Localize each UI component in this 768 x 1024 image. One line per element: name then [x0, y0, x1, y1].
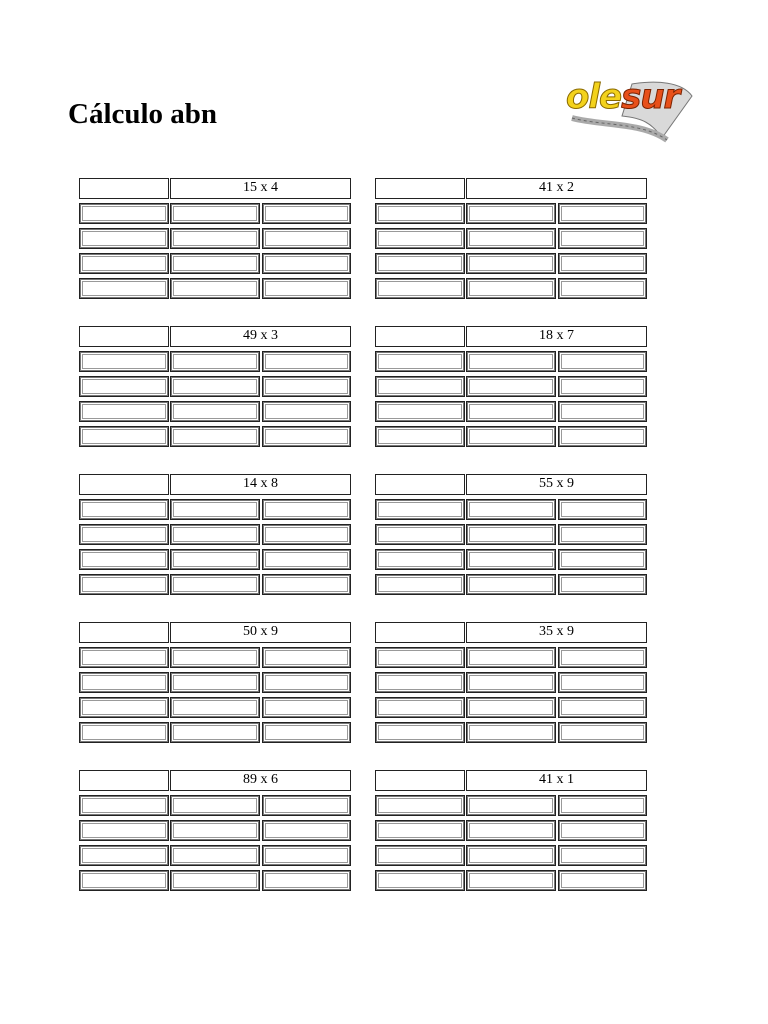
answer-cell[interactable] — [170, 820, 260, 841]
answer-cell[interactable] — [558, 401, 647, 422]
answer-cell[interactable] — [170, 795, 260, 816]
answer-cell[interactable] — [558, 351, 647, 372]
answer-cell[interactable] — [375, 351, 465, 372]
answer-cell[interactable] — [558, 228, 647, 249]
abn-exercise-block — [79, 622, 351, 742]
header-blank-cell[interactable] — [375, 474, 465, 495]
answer-cell[interactable] — [558, 820, 647, 841]
answer-cell[interactable] — [558, 524, 647, 545]
answer-cell[interactable] — [375, 228, 465, 249]
answer-cell[interactable] — [558, 376, 647, 397]
answer-cell[interactable] — [170, 401, 260, 422]
answer-cell[interactable] — [79, 351, 169, 372]
exercise-label: 14 x 8 — [170, 474, 351, 495]
answer-cell[interactable] — [170, 722, 260, 743]
answer-cell[interactable] — [262, 228, 351, 249]
answer-cell[interactable] — [466, 203, 556, 224]
exercise-label: 18 x 7 — [466, 326, 647, 347]
answer-cell[interactable] — [466, 549, 556, 570]
answer-cell[interactable] — [375, 524, 465, 545]
answer-cell[interactable] — [466, 524, 556, 545]
answer-cell[interactable] — [558, 722, 647, 743]
answer-cell[interactable] — [558, 870, 647, 891]
answer-cell[interactable] — [79, 647, 169, 668]
answer-cell[interactable] — [262, 574, 351, 595]
answer-cell[interactable] — [170, 278, 260, 299]
answer-cell[interactable] — [375, 795, 465, 816]
answer-cell[interactable] — [466, 499, 556, 520]
page-title: Cálculo abn — [68, 98, 218, 130]
answer-cell[interactable] — [558, 647, 647, 668]
answer-cell[interactable] — [262, 795, 351, 816]
abn-exercise-block — [375, 178, 647, 298]
answer-cell[interactable] — [79, 697, 169, 718]
answer-cell[interactable] — [558, 549, 647, 570]
header-blank-cell[interactable] — [79, 326, 169, 347]
answer-cell[interactable] — [170, 253, 260, 274]
answer-cell[interactable] — [375, 203, 465, 224]
abn-exercise-block — [79, 770, 351, 890]
answer-cell[interactable] — [170, 870, 260, 891]
answer-cell[interactable] — [375, 549, 465, 570]
abn-exercise-block — [79, 474, 351, 594]
header-blank-cell[interactable] — [375, 326, 465, 347]
answer-cell[interactable] — [79, 870, 169, 891]
answer-cell[interactable] — [79, 253, 169, 274]
header-blank-cell[interactable] — [79, 622, 169, 643]
answer-cell[interactable] — [262, 524, 351, 545]
logo-wordmark: olesur — [566, 77, 680, 117]
answer-cell[interactable] — [466, 278, 556, 299]
answer-cell[interactable] — [466, 253, 556, 274]
answer-cell[interactable] — [79, 722, 169, 743]
abn-exercise-block — [375, 474, 647, 594]
answer-cell[interactable] — [375, 253, 465, 274]
answer-cell[interactable] — [466, 647, 556, 668]
answer-cell[interactable] — [262, 351, 351, 372]
answer-cell[interactable] — [375, 697, 465, 718]
answer-cell[interactable] — [79, 499, 169, 520]
header-blank-cell[interactable] — [79, 770, 169, 791]
answer-cell[interactable] — [79, 845, 169, 866]
answer-cell[interactable] — [262, 647, 351, 668]
answer-cell[interactable] — [79, 795, 169, 816]
answer-cell[interactable] — [79, 376, 169, 397]
answer-cell[interactable] — [170, 845, 260, 866]
answer-cell[interactable] — [262, 253, 351, 274]
answer-cell[interactable] — [375, 820, 465, 841]
answer-cell[interactable] — [79, 672, 169, 693]
answer-cell[interactable] — [466, 351, 556, 372]
answer-cell[interactable] — [262, 722, 351, 743]
header-blank-cell[interactable] — [375, 622, 465, 643]
abn-exercise-block — [375, 622, 647, 742]
abn-exercise-block — [375, 770, 647, 890]
answer-cell[interactable] — [558, 499, 647, 520]
answer-cell[interactable] — [262, 376, 351, 397]
answer-cell[interactable] — [170, 647, 260, 668]
exercise-label: 35 x 9 — [466, 622, 647, 643]
header-blank-cell[interactable] — [375, 770, 465, 791]
answer-cell[interactable] — [558, 253, 647, 274]
answer-cell[interactable] — [558, 278, 647, 299]
answer-cell[interactable] — [170, 697, 260, 718]
answer-cell[interactable] — [375, 672, 465, 693]
exercise-label: 15 x 4 — [170, 178, 351, 199]
answer-cell[interactable] — [375, 574, 465, 595]
answer-cell[interactable] — [466, 722, 556, 743]
answer-cell[interactable] — [79, 426, 169, 447]
answer-cell[interactable] — [375, 845, 465, 866]
answer-cell[interactable] — [170, 549, 260, 570]
answer-cell[interactable] — [466, 845, 556, 866]
answer-cell[interactable] — [262, 672, 351, 693]
answer-cell[interactable] — [375, 499, 465, 520]
exercise-label: 55 x 9 — [466, 474, 647, 495]
answer-cell[interactable] — [466, 426, 556, 447]
exercise-label: 50 x 9 — [170, 622, 351, 643]
answer-cell[interactable] — [170, 499, 260, 520]
answer-cell[interactable] — [262, 820, 351, 841]
answer-cell[interactable] — [79, 228, 169, 249]
exercise-label: 41 x 1 — [466, 770, 647, 791]
exercise-label: 49 x 3 — [170, 326, 351, 347]
answer-cell[interactable] — [262, 401, 351, 422]
answer-cell[interactable] — [170, 351, 260, 372]
answer-cell[interactable] — [262, 870, 351, 891]
answer-cell[interactable] — [262, 697, 351, 718]
answer-cell[interactable] — [558, 672, 647, 693]
answer-cell[interactable] — [466, 795, 556, 816]
answer-cell[interactable] — [375, 722, 465, 743]
abn-exercise-block — [375, 326, 647, 446]
answer-cell[interactable] — [170, 376, 260, 397]
answer-cell[interactable] — [262, 499, 351, 520]
answer-cell[interactable] — [375, 401, 465, 422]
answer-cell[interactable] — [375, 647, 465, 668]
answer-cell[interactable] — [466, 870, 556, 891]
answer-cell[interactable] — [558, 426, 647, 447]
answer-cell[interactable] — [170, 672, 260, 693]
answer-cell[interactable] — [262, 203, 351, 224]
answer-cell[interactable] — [375, 870, 465, 891]
answer-cell[interactable] — [79, 203, 169, 224]
answer-cell[interactable] — [375, 376, 465, 397]
answer-cell[interactable] — [466, 228, 556, 249]
abn-exercise-block — [79, 178, 351, 298]
answer-cell[interactable] — [466, 820, 556, 841]
exercise-label: 89 x 6 — [170, 770, 351, 791]
answer-cell[interactable] — [79, 549, 169, 570]
answer-cell[interactable] — [262, 549, 351, 570]
answer-cell[interactable] — [558, 697, 647, 718]
answer-cell[interactable] — [466, 376, 556, 397]
answer-cell[interactable] — [262, 845, 351, 866]
answer-cell[interactable] — [170, 203, 260, 224]
answer-cell[interactable] — [79, 401, 169, 422]
olesur-logo — [562, 78, 694, 144]
answer-cell[interactable] — [170, 524, 260, 545]
answer-cell[interactable] — [79, 524, 169, 545]
answer-cell[interactable] — [170, 228, 260, 249]
abn-exercise-block — [79, 326, 351, 446]
answer-cell[interactable] — [170, 426, 260, 447]
answer-cell[interactable] — [375, 278, 465, 299]
answer-cell[interactable] — [375, 426, 465, 447]
answer-cell[interactable] — [79, 278, 169, 299]
header-blank-cell[interactable] — [79, 178, 169, 199]
answer-cell[interactable] — [466, 697, 556, 718]
answer-cell[interactable] — [170, 574, 260, 595]
header-blank-cell[interactable] — [375, 178, 465, 199]
answer-cell[interactable] — [558, 203, 647, 224]
answer-cell[interactable] — [466, 574, 556, 595]
answer-cell[interactable] — [262, 426, 351, 447]
header-blank-cell[interactable] — [79, 474, 169, 495]
answer-cell[interactable] — [466, 401, 556, 422]
exercise-label: 41 x 2 — [466, 178, 647, 199]
answer-cell[interactable] — [466, 672, 556, 693]
answer-cell[interactable] — [558, 795, 647, 816]
answer-cell[interactable] — [558, 574, 647, 595]
answer-cell[interactable] — [262, 278, 351, 299]
answer-cell[interactable] — [558, 845, 647, 866]
answer-cell[interactable] — [79, 574, 169, 595]
answer-cell[interactable] — [79, 820, 169, 841]
